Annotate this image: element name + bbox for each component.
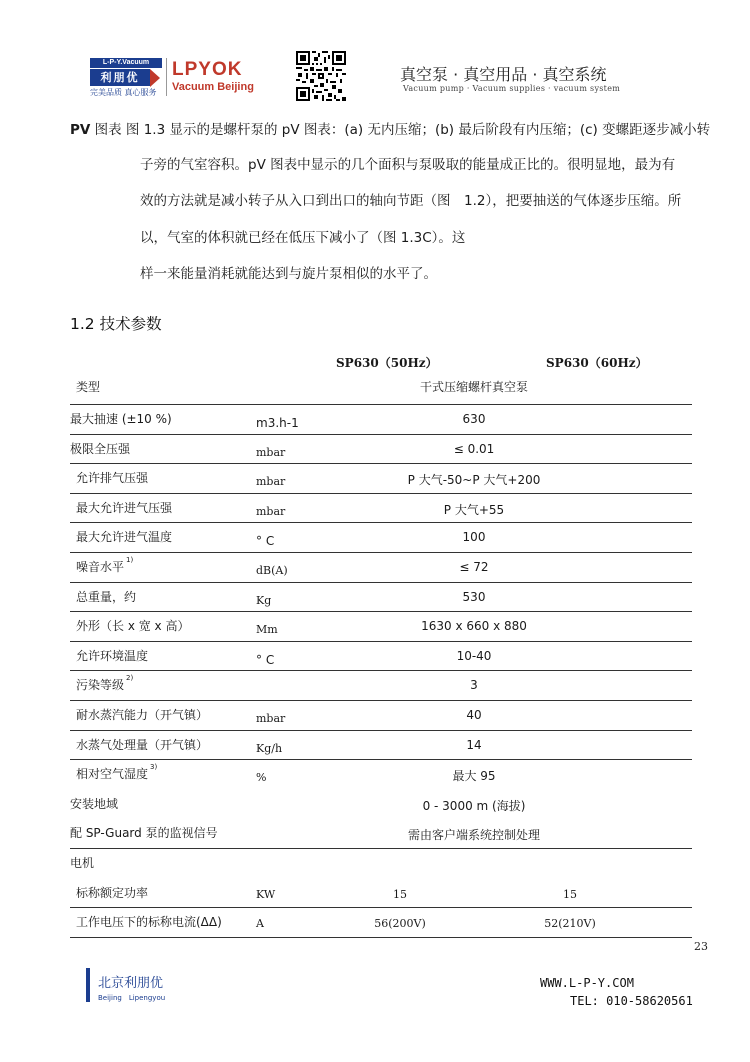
row-value: 100 (462, 530, 486, 545)
row-value: 14 (466, 737, 482, 752)
table-rule (70, 582, 692, 583)
row-label-text: 配 SP-Guard 泵的监视信号 (70, 826, 218, 841)
row-label (76, 558, 133, 575)
row-label (76, 676, 133, 693)
row-unit: ° C (256, 534, 275, 549)
row-label-text: 最大允许进气温度 (76, 530, 173, 545)
row-label-text: 外形（长 x 宽 x 高） (76, 619, 190, 634)
table-rule (70, 907, 692, 908)
row-value: 630 (462, 412, 486, 426)
type-value: 干式压缩螺杆真空泵 (419, 380, 528, 394)
row-label (76, 706, 208, 723)
row-value: ≤ 0.01 (453, 441, 495, 456)
logo-divider (166, 58, 167, 96)
row-value: 1630 x 660 x 880 (421, 619, 527, 634)
row-label (76, 736, 208, 753)
row-label (70, 824, 218, 841)
row-value: 需由客户端系统控制处理 (407, 828, 540, 843)
logo-top-text: L-P-Y.Vacuum (90, 58, 162, 68)
table-rule (70, 434, 692, 435)
footer-website: WWW.L-P-Y.COM (540, 976, 634, 990)
row-label-text: 耐水蒸汽能力（开气镇） (76, 708, 209, 722)
row-unit: Kg (256, 593, 272, 607)
table-rule (70, 463, 692, 464)
lpyok-logo (172, 60, 270, 96)
row-label-text: 相对空气湿度 (76, 767, 149, 782)
row-label-text: 允许环境温度 (76, 648, 149, 663)
row-label-text: 最大允许进气压强 (76, 500, 173, 515)
table-rule (70, 404, 692, 405)
row-unit: A (256, 917, 264, 931)
table-rule (70, 522, 692, 523)
row-label-text: 水蒸气处理量（开气镇） (76, 737, 209, 752)
row-unit: mbar (256, 712, 286, 725)
row-value: 10-40 (456, 648, 492, 663)
lpyok-brand-text: LPYOK (172, 59, 243, 80)
row-label (76, 469, 148, 486)
row-label-text: 噪音水平 (76, 560, 125, 574)
footer-company-name: 北京利朋优 (98, 976, 164, 991)
row-label (70, 440, 130, 457)
paragraph-line-text: 图表 图 1.3 显示的是螺杆泵的 pV 图表：(a) 无内压缩；(b) 最后阶段有内压缩；(c) 变螺距逐步减小转 (90, 122, 711, 138)
row-unit: % (256, 771, 267, 785)
row-value: 40 (466, 708, 482, 722)
row-unit: Mm (256, 623, 278, 637)
row-value-60hz: 52(210V) (544, 917, 596, 931)
row-unit: mbar (256, 504, 286, 518)
table-rule (70, 700, 692, 701)
table-rule (70, 611, 692, 612)
qr-code-icon (296, 51, 346, 101)
row-value-50hz: 56(200V) (374, 917, 426, 931)
row-label: 标称额定功率 (76, 885, 149, 900)
row-unit: ° C (256, 652, 275, 667)
logo-tagline: 完美品质 真心服务 (90, 88, 157, 97)
table-rule (70, 759, 692, 760)
header-slogan: 真空泵 · 真空用品 · 真空系统 (400, 65, 607, 84)
table-rule (70, 493, 692, 494)
type-label: 类型 (76, 380, 101, 394)
row-label (76, 588, 136, 605)
row-value: 530 (462, 589, 486, 604)
paragraph-line: 以，气室的体积就已经在低压下减小了（图 1.3C）。这 (140, 230, 466, 246)
row-unit: m3.h-1 (256, 416, 299, 430)
footer-telephone: TEL: 010-58620561 (570, 994, 693, 1008)
row-footnote-mark: 3) (150, 763, 158, 772)
row-value-60hz: 15 (563, 887, 577, 901)
row-label-text: 安装地域 (70, 796, 119, 811)
row-label-text: 最大抽速 (±10 %) (70, 412, 172, 426)
row-value-50hz: 15 (393, 887, 407, 901)
column-header-50hz: SP630（50Hz） (336, 356, 438, 370)
row-value: P 大气+55 (443, 502, 505, 517)
paragraph-line: 子旁的气室容积。pV 图表中显示的几个面积与泵吸取的能量成正比的。很明显地，最为有 (140, 157, 676, 173)
row-label-text: 污染等级 (76, 678, 125, 693)
row-unit: KW (256, 887, 276, 901)
column-header-60hz: SP630（60Hz） (546, 356, 648, 370)
table-rule (70, 937, 692, 938)
row-label: 工作电压下的标称电流(ΔΔ) (76, 915, 222, 930)
paragraph-lead: PV (70, 122, 91, 138)
row-footnote-mark: 2) (126, 674, 134, 683)
lpy-vacuum-logo (90, 58, 162, 98)
row-value: 3 (470, 678, 478, 693)
table-rule (70, 552, 692, 553)
row-label (76, 647, 148, 664)
logo-arrow-icon (150, 69, 160, 87)
table-rule (70, 670, 692, 671)
paragraph-line: 效的方法就是减小转子从入口到出口的轴向节距（图 1.2），把要抽送的气体逐步压缩。所 (140, 193, 682, 209)
row-unit: Kg/h (256, 741, 283, 755)
table-rule (70, 641, 692, 642)
footer-company-english: Beijing Lipengyou (98, 994, 166, 1002)
row-unit: mbar (256, 445, 286, 459)
row-value: 最大 95 (452, 769, 496, 784)
row-label (70, 795, 118, 812)
paragraph-line: 样一来能量消耗就能达到与旋片泵相似的水平了。 (140, 266, 437, 282)
row-label (76, 528, 172, 545)
table-rule (70, 730, 692, 731)
row-label (76, 499, 172, 516)
table-rule (70, 848, 692, 849)
footer-accent-bar (86, 968, 90, 1002)
row-value: P 大气-50~P 大气+200 (407, 473, 541, 488)
header-slogan-english: Vacuum pump · Vacuum supplies · vacuum system (403, 84, 621, 93)
row-value: ≤ 72 (459, 560, 489, 574)
logo-name-text: 利朋优 (90, 69, 150, 86)
row-value: 0 - 3000 m (海拔) (422, 798, 526, 813)
paragraph-line (70, 120, 710, 140)
page-number: 23 (694, 940, 708, 953)
row-label (76, 617, 189, 634)
row-unit: dB(A) (256, 564, 288, 577)
motor-label: 电机 (70, 856, 95, 870)
row-unit: mbar (256, 475, 286, 489)
row-footnote-mark: 1) (126, 556, 134, 564)
row-label (76, 765, 157, 782)
row-label-text: 允许排气压强 (76, 471, 149, 486)
row-label-text: 总重量，约 (76, 589, 137, 604)
section-heading: 1.2 技术参数 (70, 315, 162, 333)
lpyok-sub-text: Vacuum Beijing (172, 81, 254, 93)
row-label-text: 极限全压强 (70, 441, 131, 456)
row-label (70, 410, 172, 427)
